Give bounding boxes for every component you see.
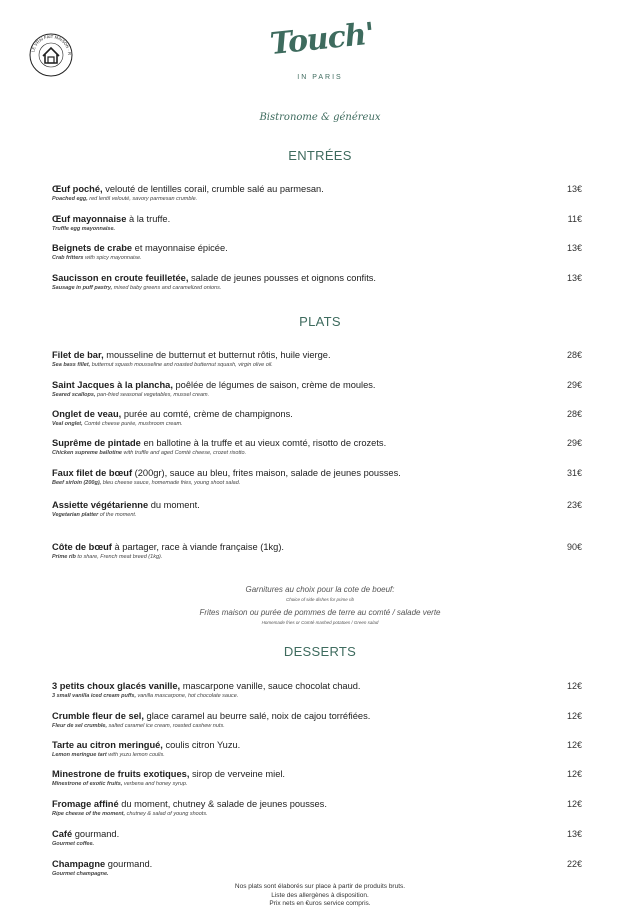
- svg-text:LE VRAI FAIT MAISON · REAL HOM: [28, 32, 72, 55]
- dish-price: 13€: [566, 829, 582, 839]
- menu-item: [52, 768, 582, 789]
- dish-description: mousseline de butternut et butternut rôtis, huile vierge.: [103, 350, 331, 360]
- dish-translation: [52, 449, 582, 458]
- dish-translation-description: salted caramel ice cream, roasted cashew nuts.: [107, 723, 225, 729]
- dish-translation-description: bleu cheese sauce, homemade fries, young shoot salad.: [101, 480, 241, 486]
- menu-item: [52, 467, 582, 488]
- dish-translation: [52, 810, 582, 819]
- logo: [268, 16, 376, 81]
- badge-text: LE VRAI FAIT MAISON · R: [30, 33, 73, 56]
- dish-translation: [52, 420, 582, 429]
- menu-item: [52, 828, 582, 849]
- dish-translation-name: Prime rib: [52, 554, 76, 560]
- garnish-note: [0, 584, 640, 627]
- dish-translation-description: red lentil velouté, savory parmesan crumble.: [87, 196, 198, 202]
- garnish-options-fr: Frites maison ou purée de pommes de terre au comté / salade verte: [199, 608, 441, 617]
- dish-name: Crumble fleur de sel,: [52, 711, 144, 721]
- dish-translation-description: chutney & salad of young shoots.: [125, 811, 208, 817]
- dish-translation-description: butternut squash mousseline and roasted butternut squash, virgin olive oil.: [90, 362, 273, 368]
- section-title: DESSERTS: [283, 644, 357, 659]
- menu-item: [52, 499, 582, 520]
- tagline: Bistronome & généreux: [259, 112, 381, 123]
- dish-line: [52, 467, 582, 479]
- dish-description: en ballotine à la truffe et au vieux comté, risotto de crozets.: [140, 438, 387, 448]
- dish-description: poêlée de légumes de saison, crème de moules.: [172, 380, 376, 390]
- dish-name: Fromage affiné: [52, 799, 119, 809]
- menu-item: [52, 680, 582, 701]
- menu-item: [52, 183, 582, 204]
- dish-translation-description: vanilla mascarpone, hot chocolate sauce.: [135, 693, 239, 699]
- menu-item: [52, 379, 582, 400]
- dish-translation: [52, 195, 582, 204]
- dish-line: [52, 242, 582, 254]
- dish-description: mascarpone vanille, sauce chocolat chaud.: [180, 681, 361, 691]
- dish-name: Faux filet de bœuf: [52, 468, 133, 478]
- dish-price: 11€: [567, 214, 582, 224]
- dish-line: [52, 349, 582, 361]
- dish-translation: [52, 391, 582, 400]
- dish-translation: [52, 254, 582, 263]
- dish-translation: [52, 840, 582, 849]
- dish-description: à la truffe.: [126, 214, 171, 224]
- dish-translation-description: Comté cheese purée, mushroom cream.: [82, 421, 183, 427]
- menu-item: [52, 213, 582, 234]
- footer-line: Nos plats sont élaborés sur place à partir de produits bruts.: [234, 883, 406, 890]
- dish-translation-description: pan-fried seasonal vegetables, mussel cream.: [95, 392, 210, 398]
- dish-translation-name: Gourmet champagne.: [52, 871, 109, 877]
- dish-price: 13€: [566, 243, 582, 253]
- dish-description: à partager, race à viande française (1kg).: [111, 542, 284, 552]
- dish-translation-description: of the moment.: [98, 512, 137, 518]
- dish-price: 13€: [566, 184, 582, 194]
- dish-line: [52, 541, 582, 553]
- dish-translation-name: Minestrone of exotic fruits,: [52, 781, 123, 787]
- garnish-title-fr: Garnitures au choix pour la cote de boeuf:: [245, 585, 395, 594]
- dish-price: 12€: [566, 799, 582, 809]
- dish-price: 31€: [566, 468, 582, 478]
- logo-brand: Touch': [268, 16, 376, 63]
- menu-item: [52, 858, 582, 879]
- dish-translation-name: Fleur de sel crumble,: [52, 723, 108, 729]
- dish-line: [52, 680, 582, 692]
- dish-price: 29€: [566, 438, 582, 448]
- dish-price: 23€: [566, 500, 582, 510]
- dish-name: Côte de bœuf: [52, 542, 112, 552]
- dish-translation: [52, 225, 582, 234]
- dish-translation-name: Chicken supreme ballotine: [52, 450, 122, 456]
- dish-translation: [52, 511, 582, 520]
- dish-name: Champagne: [52, 859, 106, 869]
- menu-item: [52, 408, 582, 429]
- dish-line: [52, 798, 582, 810]
- dish-line: [52, 408, 582, 420]
- dish-translation: [52, 780, 582, 789]
- dish-translation-name: Truffle egg mayonnaise.: [52, 226, 116, 232]
- dish-name: Suprême de pintade: [52, 438, 141, 448]
- dish-description: du moment.: [148, 500, 200, 510]
- dish-description: coulis citron Yuzu.: [162, 740, 241, 750]
- dish-description: purée au comté, crème de champignons.: [121, 409, 293, 419]
- dish-description: gourmand.: [72, 829, 120, 839]
- dish-translation-name: Poached egg,: [52, 196, 88, 202]
- dish-translation: [52, 692, 582, 701]
- dish-price: 13€: [566, 273, 582, 283]
- dish-line: [52, 828, 582, 840]
- dish-price: 12€: [566, 681, 582, 691]
- dish-line: [52, 183, 582, 195]
- dish-description: gourmand.: [105, 859, 153, 869]
- section-title: ENTRÉES: [288, 148, 352, 163]
- dish-name: Tarte au citron meringué,: [52, 740, 163, 750]
- dish-translation: [52, 751, 582, 760]
- dish-name: Beignets de crabe: [52, 243, 133, 253]
- dish-translation-name: Vegetarian platter: [52, 512, 99, 518]
- dish-translation: [52, 361, 582, 370]
- dish-translation-description: with spicy mayonnaise.: [83, 255, 142, 261]
- dish-line: [52, 768, 582, 780]
- dish-translation-description: to share, French meat breed (1kg).: [75, 554, 163, 560]
- dish-translation: [52, 722, 582, 731]
- dish-description: glace caramel au beurre salé, noix de cajou torréfiées.: [143, 711, 371, 721]
- dish-translation-name: Beef sirloin (200g),: [52, 480, 102, 486]
- dish-description: velouté de lentilles corail, crumble salé au parmesan.: [102, 184, 324, 194]
- dish-line: [52, 379, 582, 391]
- menu-item: [52, 437, 582, 458]
- garnish-options-en: Homemade fries or Comté mashed potatoes / Green salad: [261, 620, 379, 625]
- dish-translation-name: Sea bass fillet,: [52, 362, 91, 368]
- menu-item: [52, 710, 582, 731]
- dish-description: du moment, chutney & salade de jeunes pousses.: [118, 799, 327, 809]
- menu-item: [52, 242, 582, 263]
- footer-line: Liste des allergènes à disposition.: [271, 891, 369, 899]
- dish-price: 28€: [566, 350, 582, 360]
- dish-translation: [52, 284, 582, 293]
- dish-description: (200gr), sauce au bleu, frites maison, salade de jeunes pousses.: [132, 468, 401, 478]
- dish-line: [52, 710, 582, 722]
- footer-line: Prix nets en €uros service compris.: [269, 900, 371, 907]
- dish-translation-name: Sausage in puff pastry,: [52, 285, 113, 291]
- dish-translation-name: Seared scallops,: [52, 392, 96, 398]
- dish-line: [52, 499, 582, 511]
- dish-translation-name: Crab fritters: [52, 255, 84, 261]
- dish-translation: [52, 870, 582, 879]
- menu-item: [52, 798, 582, 819]
- dish-line: [52, 213, 582, 225]
- dish-line: [52, 858, 582, 870]
- dish-translation: [52, 479, 582, 488]
- dish-name: 3 petits choux glacés vanille,: [52, 681, 181, 691]
- dish-translation-description: with yuzu lemon coulis.: [106, 752, 165, 758]
- dish-name: Saint Jacques à la plancha,: [52, 380, 173, 390]
- menu-item: [52, 541, 582, 562]
- dish-price: 29€: [566, 380, 582, 390]
- dish-translation: [52, 553, 582, 562]
- dish-price: 28€: [566, 409, 582, 419]
- dish-line: [52, 272, 582, 284]
- dish-name: Minestrone de fruits exotiques,: [52, 769, 190, 779]
- dish-translation-name: 3 small vanilla iced cream puffs,: [52, 693, 136, 699]
- dish-description: sirop de verveine miel.: [189, 769, 286, 779]
- dish-translation-description: verbena and honey syrup.: [122, 781, 188, 787]
- dish-price: 12€: [566, 769, 582, 779]
- menu-item: [52, 272, 582, 293]
- dish-translation-name: Gourmet coffee.: [52, 841, 95, 847]
- dish-price: 22€: [566, 859, 582, 869]
- dish-translation-description: with truffle and aged Comté cheese, crozet risotto.: [122, 450, 247, 456]
- dish-price: 12€: [566, 740, 582, 750]
- dish-name: Œuf poché,: [52, 184, 103, 194]
- logo-city: IN PARIS: [297, 74, 343, 81]
- dish-name: Café: [52, 829, 73, 839]
- dish-name: Saucisson en croute feuilletée,: [52, 273, 189, 283]
- dish-description: salade de jeunes pousses et oignons confits.: [188, 273, 377, 283]
- dish-line: [52, 739, 582, 751]
- dish-translation-name: Veal onglet,: [52, 421, 83, 427]
- dish-translation-description: mixed baby greens and caramelized onions.: [112, 285, 222, 291]
- section-title: PLATS: [299, 314, 341, 329]
- menu-item: [52, 739, 582, 760]
- dish-line: [52, 437, 582, 449]
- dish-price: 12€: [566, 711, 582, 721]
- dish-price: 90€: [566, 542, 582, 552]
- dish-translation-name: Lemon meringue tart: [52, 752, 107, 758]
- house-badge-icon: [28, 32, 74, 78]
- footer: [0, 883, 640, 909]
- dish-name: Assiette végétarienne: [52, 500, 149, 510]
- dish-name: Onglet de veau,: [52, 409, 122, 419]
- menu-item: [52, 349, 582, 370]
- dish-name: Filet de bar,: [52, 350, 104, 360]
- garnish-title-en: Choice of side dishes for prime rib: [285, 597, 355, 602]
- dish-description: et mayonnaise épicée.: [132, 243, 228, 253]
- dish-name: Œuf mayonnaise: [52, 214, 127, 224]
- dish-translation-name: Ripe cheese of the moment,: [52, 811, 126, 817]
